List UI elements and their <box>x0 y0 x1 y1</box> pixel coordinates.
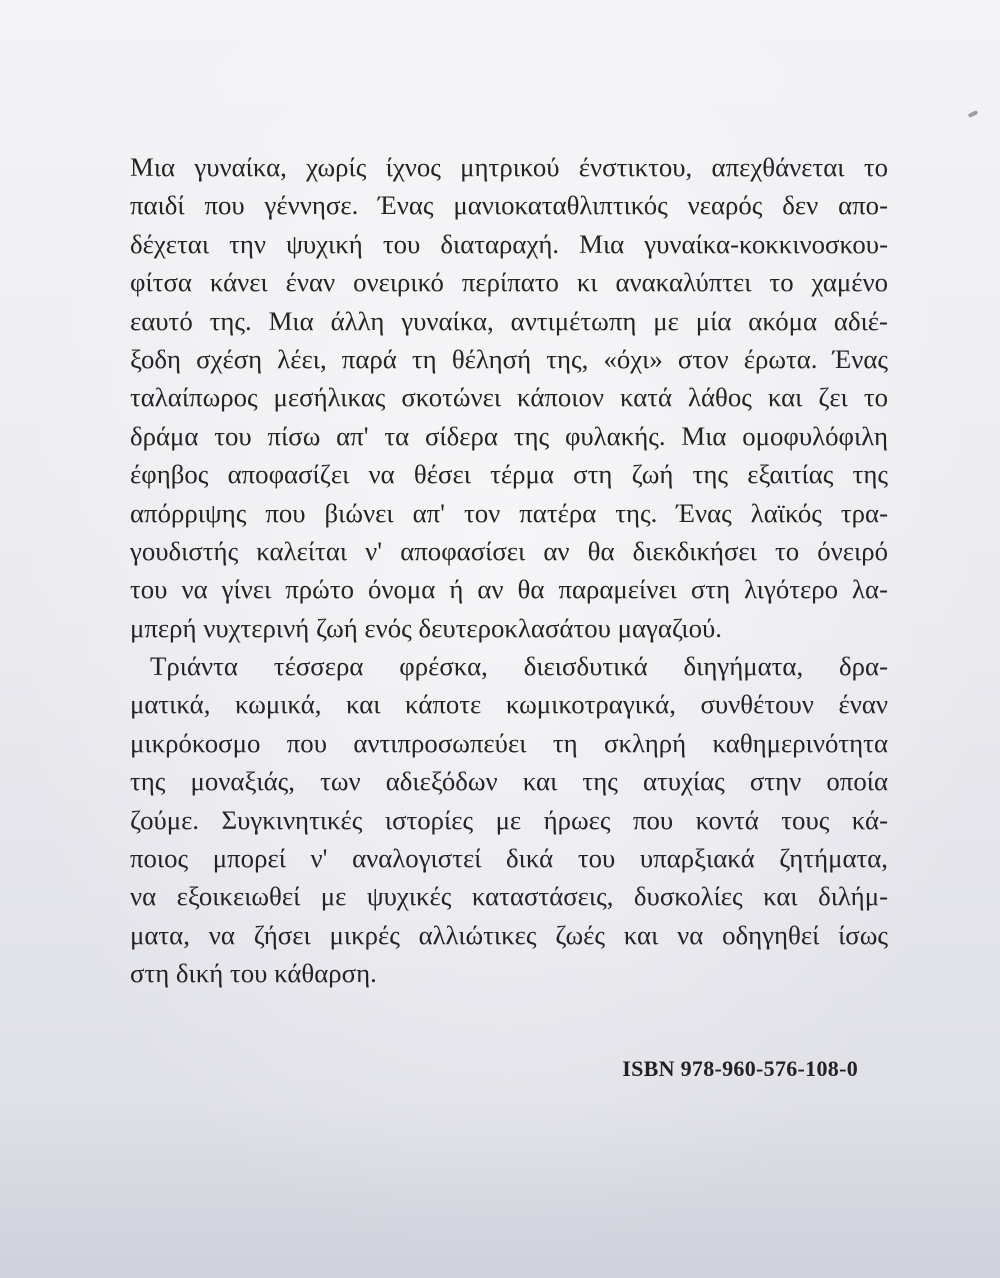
blurb-line: ταλαίπωρος μεσήλικας σκοτώνει κάποιον κατά λάθος και ζει το <box>130 382 888 413</box>
blurb-line: μπερή νυχτερινή ζωή ενός δευτεροκλασάτου μαγαζιού. <box>130 612 722 643</box>
blurb-line: μικρόκοσμο που αντιπροσωπεύει τη σκληρή καθημερινότητα <box>130 727 888 758</box>
blurb-line: να εξοικειωθεί με ψυχικές καταστάσεις, δυσκολίες και διλήμ- <box>130 881 888 912</box>
blurb-line: δράμα του πίσω απ' τα σίδερα της φυλακής. Μια ομοφυλόφιλη <box>130 420 888 451</box>
blurb-paragraph-1 <box>130 148 888 647</box>
blurb-paragraph-2 <box>130 647 888 993</box>
blurb-line: της μοναξιάς, των αδιεξόδων και της ατυχίας στην οποία <box>130 766 888 797</box>
blurb-line: ματα, να ζήσει μικρές αλλιώτικες ζωές και να οδηγηθεί ίσως <box>130 919 888 950</box>
blurb-line: ξοδη σχέση λέει, παρά τη θέλησή της, «όχι» στον έρωτα. Ένας <box>130 343 888 374</box>
blurb-line: απόρριψης που βιώνει απ' τον πατέρα της. Ένας λαϊκός τρα- <box>130 497 888 528</box>
blurb-text <box>130 148 888 993</box>
blurb-line: του να γίνει πρώτο όνομα ή αν θα παραμείνει στη λιγότερο λα- <box>130 574 888 605</box>
paper-speck <box>968 110 979 118</box>
blurb-line: έφηβος αποφασίζει να θέσει τέρμα στη ζωή της εξαιτίας της <box>130 459 888 490</box>
blurb-line: γουδιστής καλείται ν' αποφασίσει αν θα διεκδικήσει το όνειρό <box>130 535 888 566</box>
blurb-line: δέχεται την ψυχική του διαταραχή. Μια γυναίκα-κοκκινοσκου- <box>130 228 888 259</box>
blurb-line: Μια γυναίκα, χωρίς ίχνος μητρικού ένστικτου, απεχθάνεται το <box>130 152 888 182</box>
blurb-line: παιδί που γέννησε. Ένας μανιοκαταθλιπτικός νεαρός δεν απο- <box>130 190 888 221</box>
blurb-line: ματικά, κωμικά, και κάποτε κωμικοτραγικά, συνθέτουν έναν <box>130 689 888 720</box>
blurb-line: ζούμε. Συγκινητικές ιστορίες με ήρωες που κοντά τους κά- <box>130 804 888 835</box>
blurb-line: εαυτό της. Μια άλλη γυναίκα, αντιμέτωπη με μία ακόμα αδιέ- <box>130 305 888 336</box>
blurb-line: στη δική του κάθαρση. <box>130 958 377 989</box>
isbn-number: ISBN 978-960-576-108-0 <box>622 1056 858 1081</box>
blurb-line: ποιος μπορεί ν' αναλογιστεί δικά του υπαρξιακά ζητήματα, <box>130 843 888 874</box>
blurb-line: φίτσα κάνει έναν ονειρικό περίπατο κι ανακαλύπτει το χαμένο <box>130 267 888 298</box>
blurb-line: Τριάντα τέσσερα φρέσκα, διεισδυτικά διηγήματα, δρα- <box>150 651 888 682</box>
